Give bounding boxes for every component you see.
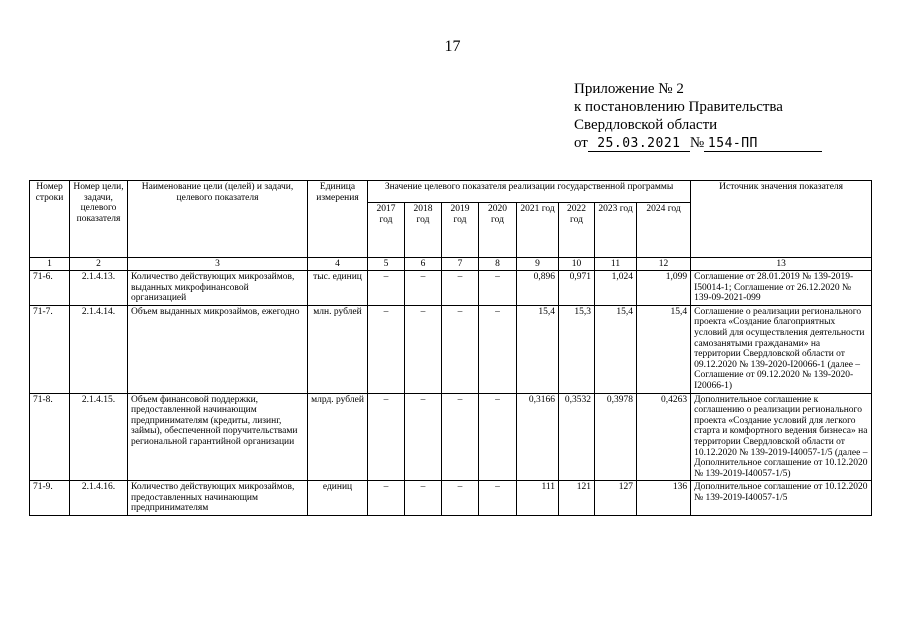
appendix-line-3: Свердловской области xyxy=(574,117,718,133)
table-row xyxy=(30,481,872,516)
source: Соглашение о реализации регионального проекта «Создание благоприятных условий для осуществления деятельности самозанятыми гражданами» на территории Свердловской области от 09.12.2020 № 139-2020-I20066-1 (далее – Соглашение от 09.12.2020 № 139-2020-I20066-1) xyxy=(691,305,872,393)
value-2022: 15,3 xyxy=(559,305,595,393)
indicators-table xyxy=(29,180,872,516)
appendix-line-2: к постановлению Правительства xyxy=(574,99,783,115)
value-2023: 1,024 xyxy=(595,271,637,306)
header-goal-number: Номер цели, задачи, целевого показателя xyxy=(70,181,128,258)
source: Дополнительное соглашение к соглашению о реализации регионального проекта «Создание условий для легкого старта и комфортного ведения бизнеса» на территории Свердловской области от 10.12.2020 № 139-2019-I40057-1/5 (далее – Дополнительное соглашение от 10.12.2020 № 139-2019-I40057-1/5) xyxy=(691,393,872,481)
column-number: 9 xyxy=(517,258,559,271)
column-number: 12 xyxy=(637,258,691,271)
source: Дополнительное соглашение от 10.12.2020 № 139-2019-I40057-1/5 xyxy=(691,481,872,516)
header-source: Источник значения показателя xyxy=(691,181,872,258)
source: Соглашение от 28.01.2019 № 139-2019-I50014-1; Соглашение от 26.12.2020 № 139-09-2021-099 xyxy=(691,271,872,306)
column-number: 5 xyxy=(368,258,405,271)
column-number-row xyxy=(30,258,872,271)
value-2018: – xyxy=(405,481,442,516)
value-2017: – xyxy=(368,305,405,393)
table-row xyxy=(30,271,872,306)
value-2020: – xyxy=(479,271,517,306)
column-number: 10 xyxy=(559,258,595,271)
decree-date-field xyxy=(588,136,690,152)
decree-number: 154-ПП xyxy=(707,136,758,151)
value-2023: 0,3978 xyxy=(595,393,637,481)
indicator-name: Количество действующих микрозаймов, выданных микрофинансовой организацией xyxy=(128,271,308,306)
table-row xyxy=(30,393,872,481)
header-year: 2018 год xyxy=(405,203,442,258)
decree-number-field xyxy=(704,136,822,152)
goal-number: 2.1.4.15. xyxy=(70,393,128,481)
indicator-name: Объем финансовой поддержки, предоставленной начинающим предпринимателям (кредиты, лизинг, займы), обеспеченной поручительствами региональной гарантийной организации xyxy=(128,393,308,481)
value-2019: – xyxy=(442,271,479,306)
value-2022: 0,971 xyxy=(559,271,595,306)
appendix-date-line xyxy=(574,134,822,152)
column-number: 6 xyxy=(405,258,442,271)
column-number: 2 xyxy=(70,258,128,271)
row-number: 71-6. xyxy=(30,271,70,306)
value-2022: 121 xyxy=(559,481,595,516)
number-label: № xyxy=(689,135,705,151)
value-2020: – xyxy=(479,481,517,516)
value-2021: 15,4 xyxy=(517,305,559,393)
column-number: 13 xyxy=(691,258,872,271)
row-number: 71-8. xyxy=(30,393,70,481)
appendix-header xyxy=(574,80,822,152)
header-row-number: Номер строки xyxy=(30,181,70,258)
unit: млн. рублей xyxy=(308,305,368,393)
table-row xyxy=(30,305,872,393)
value-2020: – xyxy=(479,305,517,393)
value-2023: 15,4 xyxy=(595,305,637,393)
value-2024: 1,099 xyxy=(637,271,691,306)
decree-date: 25.03.2021 xyxy=(597,136,681,151)
value-2023: 127 xyxy=(595,481,637,516)
unit: тыс. единиц xyxy=(308,271,368,306)
column-number: 3 xyxy=(128,258,308,271)
column-number: 1 xyxy=(30,258,70,271)
value-2024: 15,4 xyxy=(637,305,691,393)
value-2024: 136 xyxy=(637,481,691,516)
value-2021: 0,3166 xyxy=(517,393,559,481)
column-number: 7 xyxy=(442,258,479,271)
column-number: 8 xyxy=(479,258,517,271)
header-year: 2021 год xyxy=(517,203,559,258)
value-2020: – xyxy=(479,393,517,481)
value-2024: 0,4263 xyxy=(637,393,691,481)
header-year: 2019 год xyxy=(442,203,479,258)
value-2019: – xyxy=(442,305,479,393)
header-year: 2022 год xyxy=(559,203,595,258)
indicator-name: Объем выданных микрозаймов, ежегодно xyxy=(128,305,308,393)
table-header-row xyxy=(30,181,872,203)
header-year: 2017 год xyxy=(368,203,405,258)
value-2017: – xyxy=(368,393,405,481)
header-values-group: Значение целевого показателя реализации государственной программы xyxy=(368,181,691,203)
header-name: Наименование цели (целей) и задачи, целевого показателя xyxy=(128,181,308,258)
goal-number: 2.1.4.13. xyxy=(70,271,128,306)
value-2017: – xyxy=(368,481,405,516)
column-number: 11 xyxy=(595,258,637,271)
value-2018: – xyxy=(405,393,442,481)
row-number: 71-9. xyxy=(30,481,70,516)
from-label: от xyxy=(574,135,588,151)
value-2018: – xyxy=(405,271,442,306)
value-2018: – xyxy=(405,305,442,393)
value-2017: – xyxy=(368,271,405,306)
value-2021: 111 xyxy=(517,481,559,516)
header-year: 2024 год xyxy=(637,203,691,258)
goal-number: 2.1.4.14. xyxy=(70,305,128,393)
header-unit: Единица измерения xyxy=(308,181,368,258)
header-year: 2023 год xyxy=(595,203,637,258)
unit: млрд. рублей xyxy=(308,393,368,481)
column-number: 4 xyxy=(308,258,368,271)
unit: единиц xyxy=(308,481,368,516)
value-2022: 0,3532 xyxy=(559,393,595,481)
appendix-title: Приложение № 2 xyxy=(574,81,684,97)
value-2021: 0,896 xyxy=(517,271,559,306)
row-number: 71-7. xyxy=(30,305,70,393)
header-year: 2020 год xyxy=(479,203,517,258)
page-number: 17 xyxy=(444,38,461,55)
indicator-name: Количество действующих микрозаймов, предоставленных начинающим предпринимателям xyxy=(128,481,308,516)
value-2019: – xyxy=(442,481,479,516)
value-2019: – xyxy=(442,393,479,481)
goal-number: 2.1.4.16. xyxy=(70,481,128,516)
